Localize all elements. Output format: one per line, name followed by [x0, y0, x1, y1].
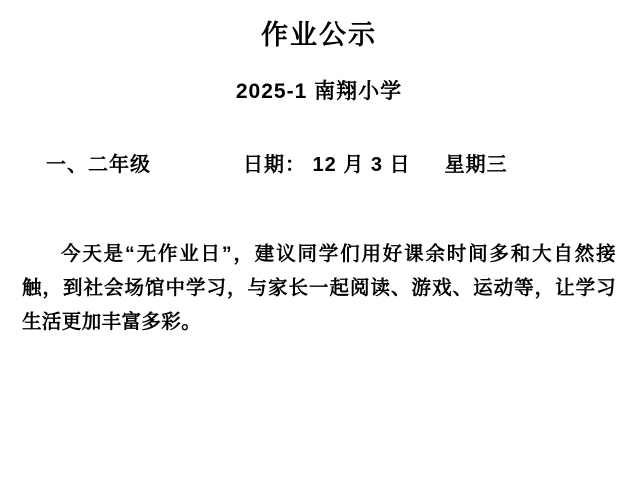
- document-page: [0, 18, 638, 491]
- announcement-body: 今天是“无作业日”，建议同学们用好课余时间多和大自然接触，到社会场馆中学习，与家长一起阅读、游戏、运动等，让学习生活更加丰富多彩。: [22, 243, 616, 333]
- page-subtitle: 2025-1 南翔小学: [235, 80, 403, 103]
- date-label: 日期： 12 月 3 日: [243, 154, 411, 176]
- page-title: 作业公示: [261, 20, 377, 50]
- grade-label: 一、二年级: [46, 154, 151, 176]
- weekday-label: 星期三: [444, 154, 508, 176]
- document-meta-row: [0, 148, 638, 177]
